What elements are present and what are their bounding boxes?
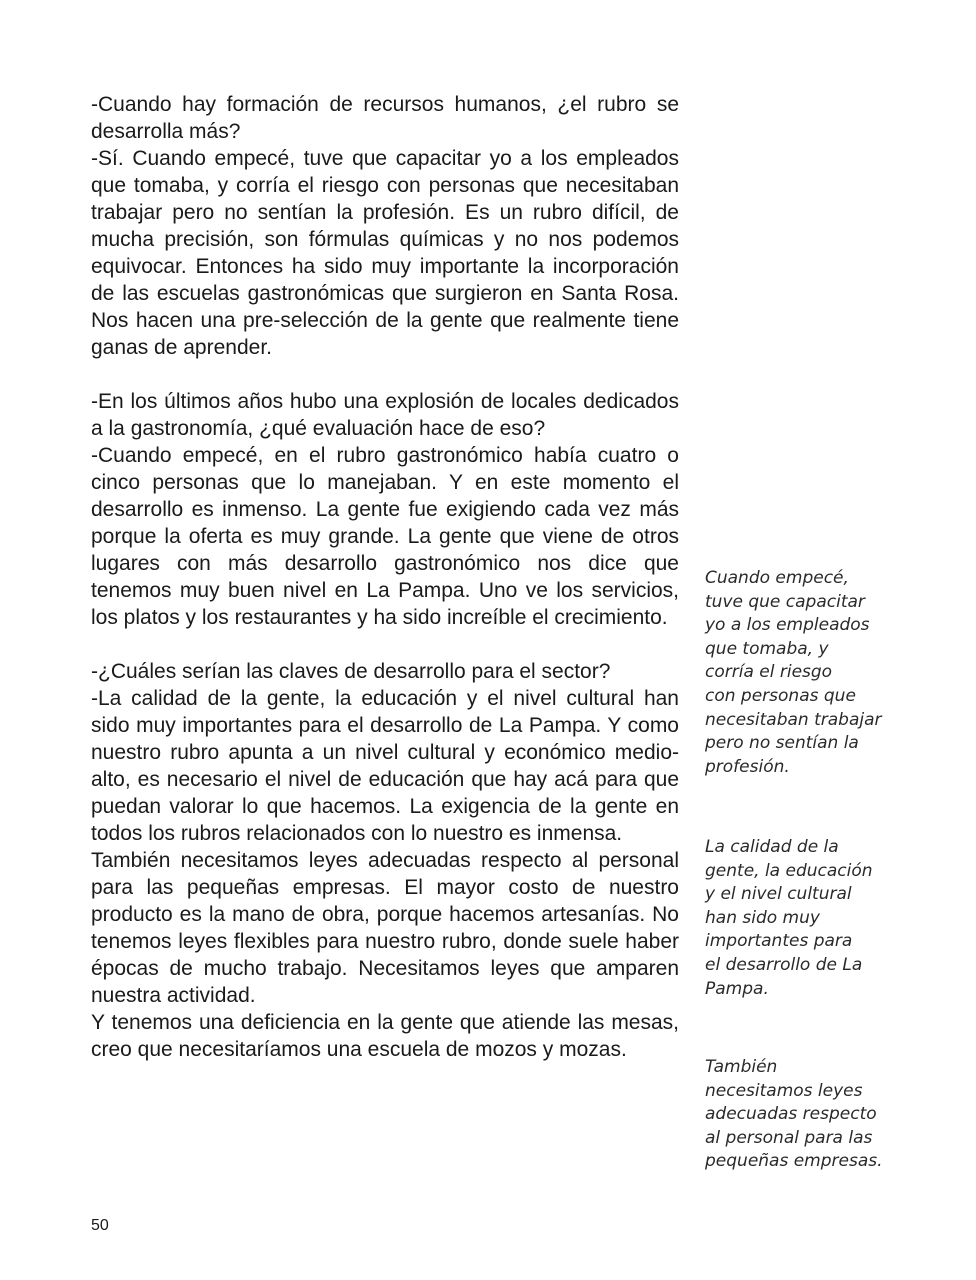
- question-2: -En los últimos años hubo una explosión de locales dedicados a la gastronomía, ¿qué evaluación hace de eso?: [91, 390, 679, 440]
- answer-3-paragraph-2: También necesitamos leyes adecuadas respecto al personal para las pequeñas empresas. El mayor costo de nuestro producto es la mano de obra, porque hacemos artesanías. No tenemos leyes flexibles para nuestro rubro, donde suele haber épocas de mucho trabajo. Necesitamos leyes que amparen nuestra actividad.: [91, 849, 679, 1007]
- question-1: -Cuando hay formación de recursos humanos, ¿el rubro se desarrolla más?: [91, 93, 679, 143]
- page-number: 50: [91, 1217, 109, 1234]
- interview-column: [91, 91, 679, 1063]
- answer-1: -Sí. Cuando empecé, tuve que capacitar yo a los empleados que tomaba, y corría el riesgo con personas que necesitaban trabajar pero no sentían la profesión. Es un rubro difícil, de mucha precisión, son fórmulas químicas y no nos podemos equivocar. Entonces ha sido muy importante la incorporación de las escuelas gastronómicas que surgieron en Santa Rosa. Nos hacen una pre-selección de la gente que realmente tiene ganas de aprender.: [91, 147, 679, 359]
- answer-2: -Cuando empecé, en el rubro gastronómico había cuatro o cinco personas que lo manejaban. Y en este momento el desarrollo es inmenso. La gente fue exigiendo cada vez más porque la oferta es muy grande. La gente que viene de otros lugares con más desarrollo gastronómico nos dice que tenemos muy buen nivel en La Pampa. Uno ve los servicios, los platos y los restaurantes y ha sido increíble el crecimiento.: [91, 444, 679, 629]
- question-3: -¿Cuáles serían las claves de desarrollo para el sector?: [91, 660, 611, 683]
- answer-3: -La calidad de la gente, la educación y el nivel cultural han sido muy importantes para el desarrollo de La Pampa. Y como nuestro rubro apunta a un nivel cultural y económico medio-alto, es necesario el nivel de educación que hay acá para que puedan valorar lo que hacemos. La exigencia de la gente en todos los rubros relacionados con lo nuestro es inmensa.: [91, 687, 679, 845]
- paragraph-gap: [91, 361, 679, 388]
- pull-quote-2: La calidad de la gente, la educación y el nivel cultural han sido muy importantes para el desarrollo de La Pampa.: [705, 837, 873, 999]
- pull-quote-1: Cuando empecé, tuve que capacitar yo a los empleados que tomaba, y corría el riesgo con personas que necesitaban trabajar pero no sentían la profesión.: [705, 568, 882, 777]
- answer-3-paragraph-3: Y tenemos una deficiencia en la gente que atiende las mesas, creo que necesitaríamos una escuela de mozos y mozas.: [91, 1011, 679, 1061]
- paragraph-gap: [91, 631, 679, 658]
- pull-quote-3: También necesitamos leyes adecuadas respecto al personal para las pequeñas empresas.: [705, 1057, 883, 1172]
